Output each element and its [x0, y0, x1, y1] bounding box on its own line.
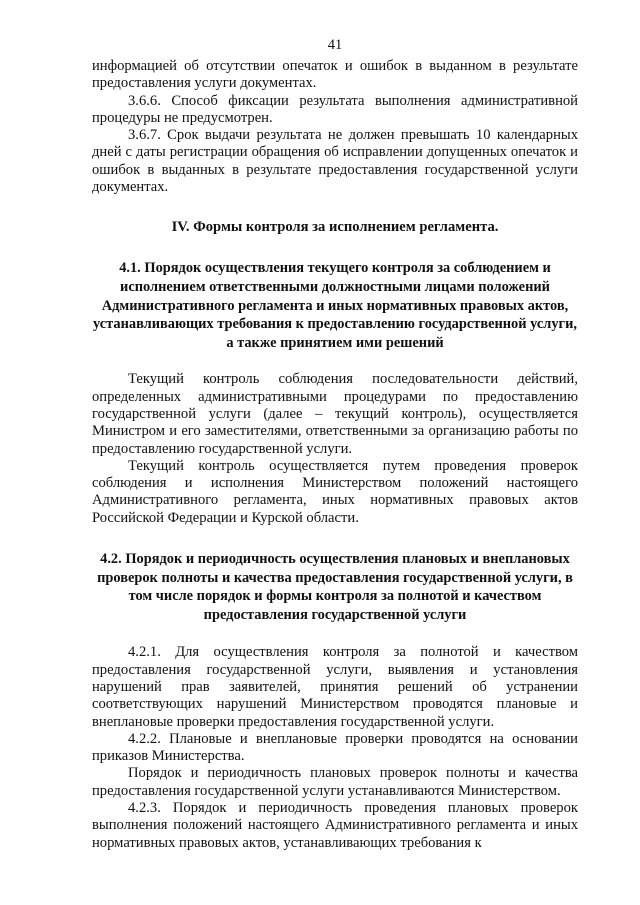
paragraph-continuation: информацией об отсутствии опечаток и ошибок в выданном в результате предоставления услуги документах. [92, 58, 578, 92]
paragraph-4-1-a: Текущий контроль соблюдения последовательности действий, определенных административными процедурами по предоставлению государственной услуги (далее – текущий контроль), осуществляется Министром и его заместителями, ответственными за организацию работы по предоставлению государственной услуги. [92, 371, 578, 457]
paragraph-4-2-2: 4.2.2. Плановые и внеплановые проверки проводятся на основании приказов Министерства. [92, 730, 578, 765]
paragraph-4-2-3: 4.2.3. Порядок и периодичность проведения плановых проверок выполнения положений настоящего Административного регламента и иных нормативных правовых актов, устанавливающих требования к [92, 800, 578, 851]
section-4-1-heading: 4.1. Порядок осуществления текущего контроля за соблюдением и исполнением ответственными должностными лицами положений Административного регламента и иных нормативных правовых актов, устанавливающих требования к предоставлению государственной услуги, а также принятием ими решений [93, 260, 577, 351]
paragraph-3-6-7: 3.6.7. Срок выдачи результата не должен превышать 10 календарных дней с даты регистрации обращения об исправлении допущенных опечаток и ошибок в выданных в результате предоставления государственной услуги документах. [92, 127, 578, 196]
paragraph-4-2-1: 4.2.1. Для осуществления контроля за полнотой и качеством предоставления государственной услуги, выявления и установления нарушений прав заявителей, принятия решений об устранении соответствующих нарушений Министерством проводятся плановые и внеплановые проверки предоставления государственной услуги. [92, 644, 578, 730]
paragraph-4-1-b: Текущий контроль осуществляется путем проведения проверок соблюдения и исполнения Министерством положений настоящего Административного регламента, иных нормативных правовых актов Российской Федерации и Курской области. [92, 457, 578, 526]
paragraph-4-2-2-b: Порядок и периодичность плановых проверок полноты и качества предоставления государственной услуги устанавливаются Министерством. [92, 765, 578, 799]
paragraph-3-6-6: 3.6.6. Способ фиксации результата выполнения административной процедуры не предусмотрен. [92, 92, 578, 126]
page-number: 41 [327, 37, 343, 53]
section-4-2-heading: 4.2. Порядок и периодичность осуществления плановых и внеплановых проверок полноты и качества предоставления государственной услуги, в том числе порядок и формы контроля за полнотой и качеством предоставления государственной услуги [97, 551, 573, 623]
section-iv-heading: IV. Формы контроля за исполнением регламента. [171, 219, 499, 236]
